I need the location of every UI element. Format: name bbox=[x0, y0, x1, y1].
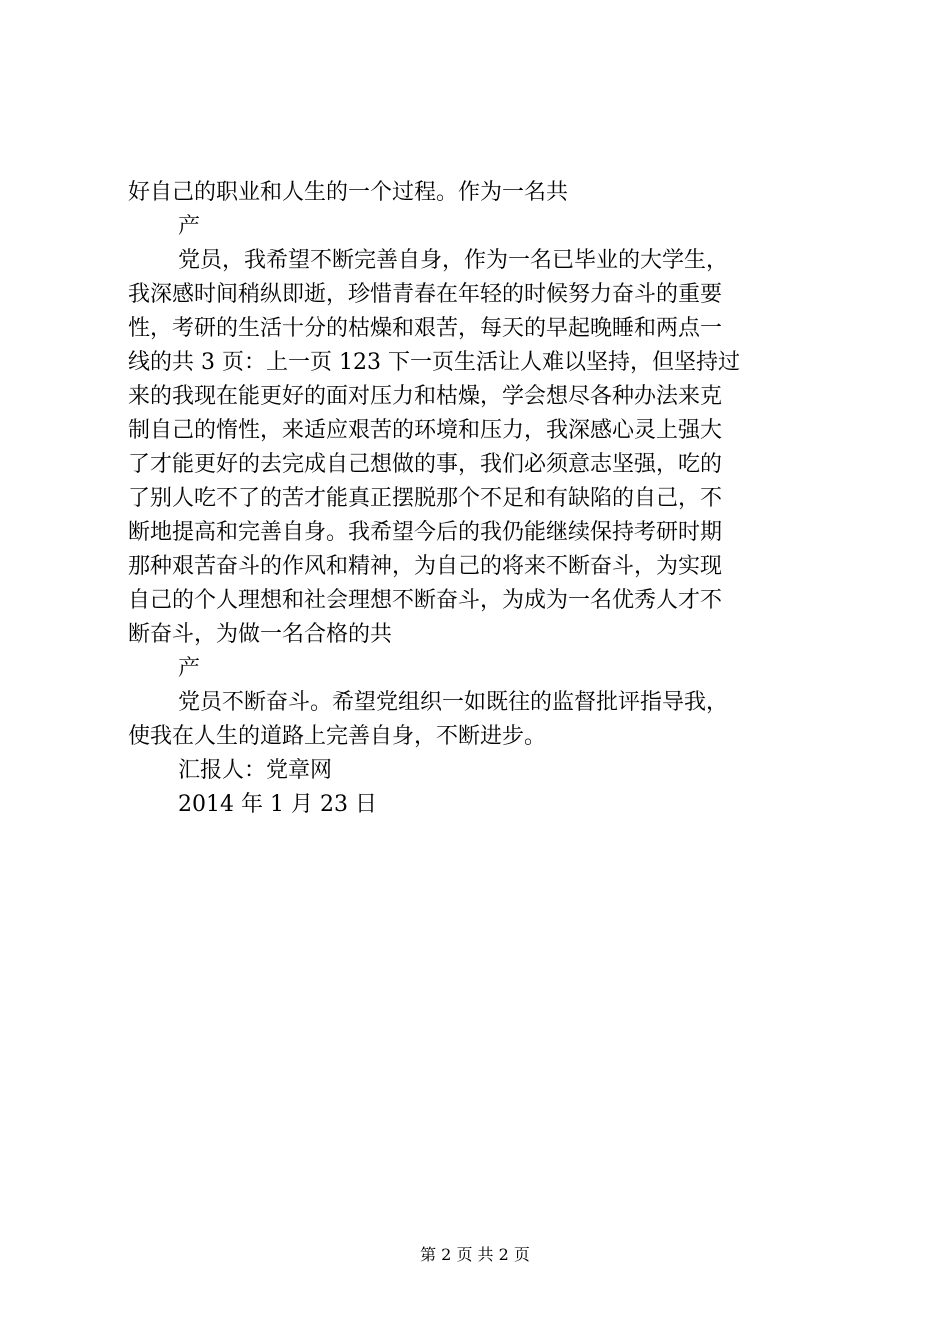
text-line: 使我在人生的道路上完善自身，不断进步。 bbox=[128, 724, 547, 749]
text-line: 断奋斗，为做一名合格的共 bbox=[128, 622, 393, 647]
text-line: 了别人吃不了的苦才能真正摆脱那个不足和有缺陷的自己，不 bbox=[128, 486, 723, 511]
text-line: 我深感时间稍纵即逝，珍惜青春在年轻的时候努力奋斗的重要 bbox=[128, 282, 723, 307]
page-footer: 第 2 页 共 2 页 bbox=[420, 1245, 530, 1264]
date-line: 2014 年 1 月 23 日 bbox=[178, 792, 377, 817]
text-line: 党员不断奋斗。希望党组织一如既往的监督批评指导我， bbox=[178, 690, 729, 715]
document-body bbox=[128, 176, 828, 822]
text-line: 性，考研的生活十分的枯燥和艰苦，每天的早起晚睡和两点一 bbox=[128, 316, 723, 341]
text-line: 党员，我希望不断完善自身，作为一名已毕业的大学生， bbox=[178, 248, 729, 273]
text-line: 自己的个人理想和社会理想不断奋斗，为成为一名优秀人才不 bbox=[128, 588, 723, 613]
text-line: 线的共 3 页：上一页 123 下一页生活让人难以坚持，但坚持过 bbox=[128, 350, 740, 375]
text-line: 产 bbox=[178, 656, 201, 681]
text-line: 那种艰苦奋斗的作风和精神，为自己的将来不断奋斗，为实现 bbox=[128, 554, 723, 579]
text-line: 产 bbox=[178, 214, 201, 239]
text-line: 制自己的惰性，来适应艰苦的环境和压力，我深感心灵上强大 bbox=[128, 418, 723, 443]
text-line: 来的我现在能更好的面对压力和枯燥，学会想尽各种办法来克 bbox=[128, 384, 723, 409]
text-line: 断地提高和完善自身。我希望今后的我仍能继续保持考研时期 bbox=[128, 520, 723, 545]
signature-line: 汇报人：党章网 bbox=[178, 758, 333, 783]
text-line: 好自己的职业和人生的一个过程。作为一名共 bbox=[128, 180, 569, 205]
text-line: 了才能更好的去完成自己想做的事，我们必须意志坚强，吃的 bbox=[128, 452, 723, 477]
